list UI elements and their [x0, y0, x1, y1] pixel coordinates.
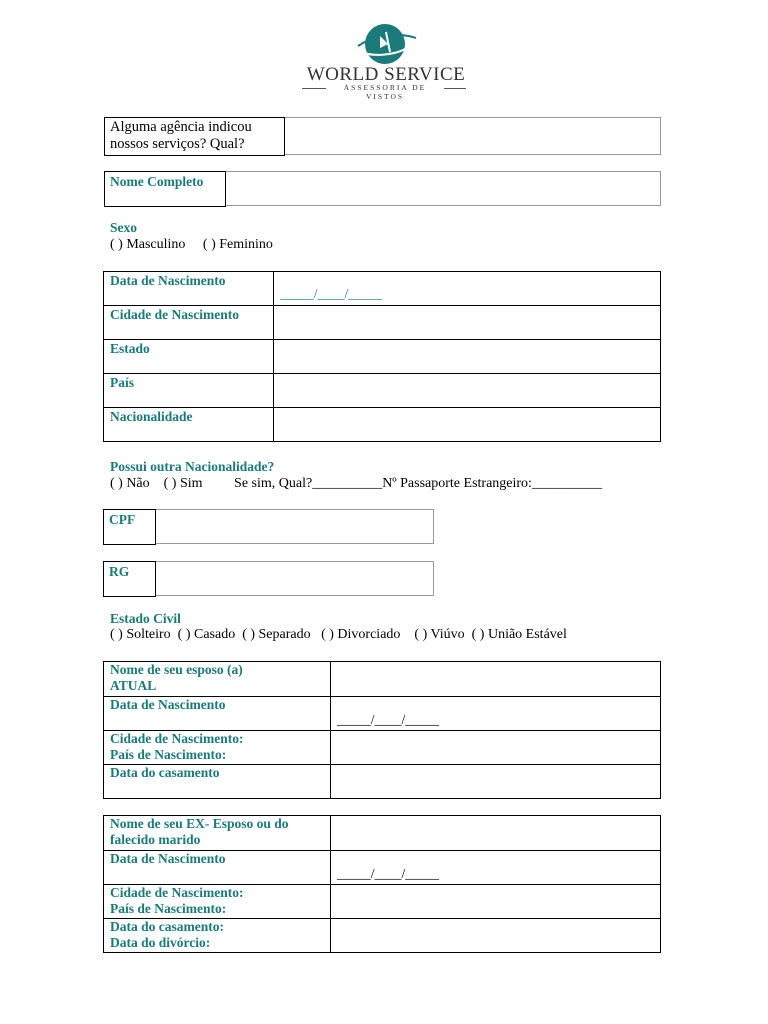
cpf-field[interactable] [156, 509, 434, 544]
civil-status-options[interactable]: ( ) Solteiro ( ) Casado ( ) Separado ( ) Divorciado ( ) Viúvo ( ) União Estável [110, 627, 567, 642]
other-nationality-label: Possui outra Nacionalidade? [110, 459, 275, 474]
ex-spouse-name-label-line2: falecido marido [110, 832, 201, 847]
agency-label-line2: nossos serviços? Qual? [110, 136, 245, 152]
birth-city-label: Cidade de Nascimento [110, 307, 239, 322]
spouse-birth-city-label: Cidade de Nascimento: [110, 731, 244, 746]
agency-label-line1: Alguma agência indicou [110, 119, 252, 135]
ex-spouse-dates-field[interactable] [331, 919, 661, 953]
spouse-name-field[interactable] [331, 662, 661, 697]
agency-field[interactable] [285, 117, 661, 155]
full-name-label-box [104, 171, 226, 207]
spouse-name-label-line2: ATUAL [110, 678, 157, 693]
logo-tagline: ASSESSORIA DE VISTOS [343, 83, 427, 101]
company-logo [300, 22, 470, 101]
ex-spouse-birth-country-label: País de Nascimento: [110, 901, 227, 916]
rg-field[interactable] [156, 561, 434, 596]
ex-spouse-marriage-date-label: Data do casamento: [110, 919, 224, 934]
spouse-birth-country-label: País de Nascimento: [110, 747, 227, 762]
rg-label: RG [109, 564, 130, 579]
cpf-label: CPF [109, 512, 136, 527]
birth-date-label: Data de Nascimento [110, 273, 226, 288]
full-name-label: Nome Completo [110, 174, 204, 189]
spouse-table [103, 661, 661, 799]
other-nationality-options[interactable]: ( ) Não ( ) Sim Se sim, Qual?__________Nº Passaporte Estrangeiro:__________ [110, 476, 602, 491]
ex-spouse-divorce-date-label: Data do divórcio: [110, 935, 211, 950]
country-field[interactable] [274, 374, 661, 408]
ex-spouse-name-field[interactable] [331, 816, 661, 851]
nationality-field[interactable] [274, 408, 661, 442]
rg-label-box [103, 561, 156, 597]
birth-date-field[interactable] [274, 272, 661, 306]
ex-spouse-birth-place-field[interactable] [331, 885, 661, 919]
sex-options[interactable]: ( ) Masculino ( ) Feminino [110, 237, 273, 252]
logo-brand: WORLD SERVICE [306, 64, 466, 85]
ex-spouse-birth-date-value: _____/____/_____ [337, 866, 440, 881]
spouse-marriage-date-field[interactable] [331, 765, 661, 799]
spouse-marriage-date-label: Data do casamento [110, 765, 220, 780]
spouse-birth-place-field[interactable] [331, 731, 661, 765]
state-label: Estado [110, 341, 150, 356]
spouse-birth-date-value: _____/____/_____ [337, 712, 440, 727]
ex-spouse-name-label-line1: Nome de seu EX- Esposo ou do [110, 816, 289, 831]
cpf-label-box [103, 509, 156, 545]
state-field[interactable] [274, 340, 661, 374]
civil-status-label: Estado Civil [110, 611, 181, 626]
full-name-field[interactable] [226, 171, 661, 206]
spouse-birth-date-label: Data de Nascimento [110, 697, 226, 712]
spouse-name-label-line1: Nome de seu esposo (a) [110, 662, 243, 677]
nationality-label: Nacionalidade [110, 409, 193, 424]
ex-spouse-table [103, 815, 661, 953]
spouse-birth-date-field[interactable] [331, 697, 661, 731]
ex-spouse-birth-city-label: Cidade de Nascimento: [110, 885, 244, 900]
sex-label: Sexo [110, 220, 137, 235]
birth-city-field[interactable] [274, 306, 661, 340]
country-label: País [110, 375, 135, 390]
birth-date-value: _____/____/_____ [280, 286, 383, 301]
agency-label-box [104, 117, 285, 156]
ex-spouse-birth-date-label: Data de Nascimento [110, 851, 226, 866]
birth-table [103, 271, 661, 442]
ex-spouse-birth-date-field[interactable] [331, 851, 661, 885]
